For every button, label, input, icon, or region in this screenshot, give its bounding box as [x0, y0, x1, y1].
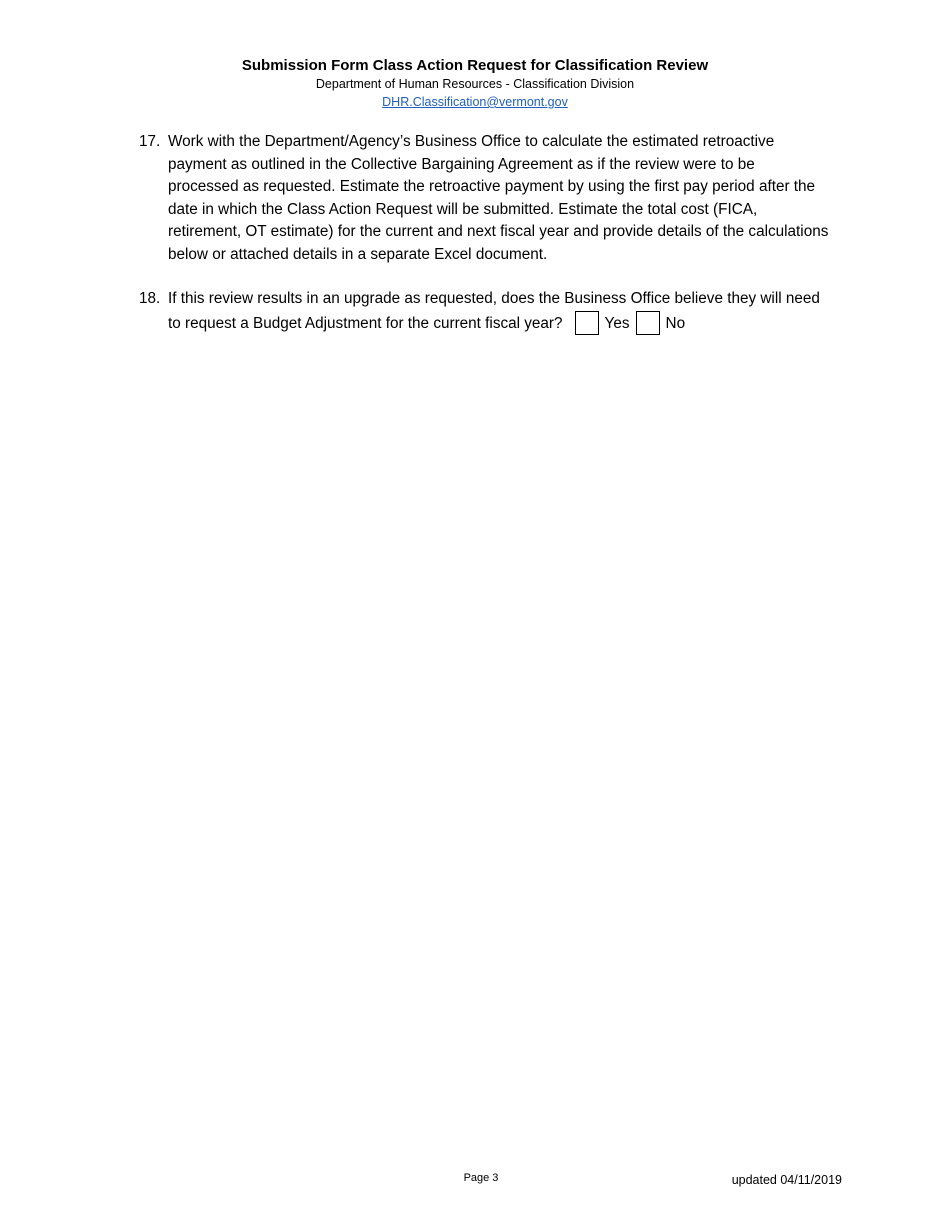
- form-title: Submission Form Class Action Request for Classification Review: [241, 57, 709, 74]
- updated-date: updated 04/11/2019: [731, 1173, 842, 1187]
- department-subtitle: Department of Human Resources - Classification Division: [315, 77, 635, 91]
- question-17: [139, 131, 829, 266]
- yes-checkbox[interactable]: [575, 311, 599, 335]
- budget-adjustment-options: [563, 311, 686, 336]
- no-label: No: [665, 314, 686, 332]
- contact-email-link[interactable]: DHR.Classification@vermont.gov: [382, 95, 568, 109]
- no-checkbox[interactable]: [636, 311, 660, 335]
- form-header: [0, 56, 950, 111]
- question-18-body: [168, 288, 829, 335]
- question-18-number: 18.: [139, 290, 161, 307]
- yes-label: Yes: [604, 314, 630, 332]
- question-17-text: Work with the Department/Agency’s Business Office to calculate the estimated retroactive payment as outlined in the Collective Bargaining Agreement as if the review were to be processed as requested. Estimate the retroactive payment by using the first pay period after the date in which the Class Action Request will be submitted. Estimate the total cost (FICA, retirement, OT estimate) for the current and next fiscal year and provide details of the calculations below or attached details in a separate Excel document.: [168, 133, 829, 263]
- page-number: Page 3: [463, 1172, 499, 1184]
- question-18-text: If this review results in an upgrade as requested, does the Business Office believe they will need to request a Budget Adjustment for the current fiscal year?: [168, 290, 820, 332]
- question-17-number: 17.: [139, 133, 161, 150]
- question-18: [139, 288, 829, 335]
